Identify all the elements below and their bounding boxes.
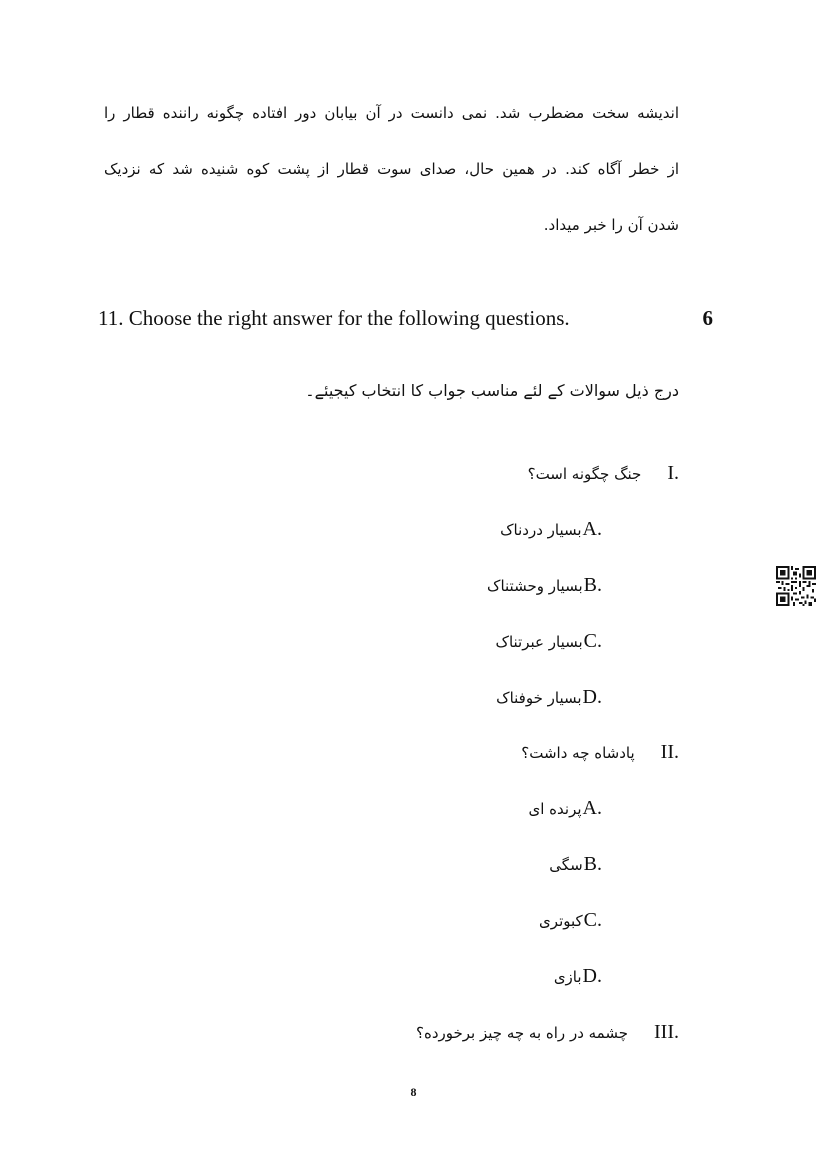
subquestion-numeral: II. [660,741,679,763]
option-letter: B. [583,574,602,596]
question-title: 11. Choose the right answer for the following questions. [98,306,570,330]
option-2d [554,965,602,988]
subquestion-text: چشمه در راه به چه چیز برخورده؟ [416,1024,629,1042]
passage-line-1: اندیشه سخت مضطرب شد. نمی دانست در آن بیابان دور افتاده چگونه راننده قطار را [104,104,679,122]
option-text: بسیار عبرتناک [495,633,583,651]
option-letter: B. [583,853,602,875]
option-text: بسیار خوفناک [496,689,582,707]
option-letter: A. [582,518,602,540]
option-1b [487,574,602,597]
subquestion-text: جنگ چگونه است؟ [527,465,642,483]
qr-code [776,566,816,606]
page-number: 8 [410,1085,417,1099]
option-2a [529,797,603,820]
subquestion-2 [521,741,679,764]
subquestion-numeral: I. [667,462,679,484]
passage-line-2: از خطر آگاه کند. در همین حال، صدای سوت قطار از پشت کوه شنیده شد که نزدیک [104,160,679,178]
passage-line-3: شدن آن را خبر میداد. [543,216,679,234]
option-letter: C. [583,630,602,652]
subquestion-text: پادشاه چه داشت؟ [521,744,635,762]
option-1d [496,686,602,709]
option-1c [496,630,602,653]
option-text: بسیار وحشتناک [487,577,583,595]
option-text: کبوتری [539,912,583,930]
option-2c [539,909,602,932]
question-marks: 6 [702,306,713,330]
option-1a [500,518,602,541]
option-letter: A. [582,797,602,819]
subquestion-1 [528,462,679,485]
subquestion-numeral: III. [654,1021,679,1043]
option-letter: C. [583,909,602,931]
option-text: پرنده ای [528,800,582,818]
question-instruction: درج ذیل سوالات کے لئے مناسب جواب کا انتخاب کیجیئے۔ [305,381,679,400]
option-2b [549,853,602,876]
option-text: سگی [549,856,583,874]
option-letter: D. [582,686,602,708]
option-text: بازی [553,968,582,986]
subquestion-3 [416,1021,679,1044]
option-letter: D. [582,965,602,987]
option-text: بسیار دردناک [500,521,582,539]
